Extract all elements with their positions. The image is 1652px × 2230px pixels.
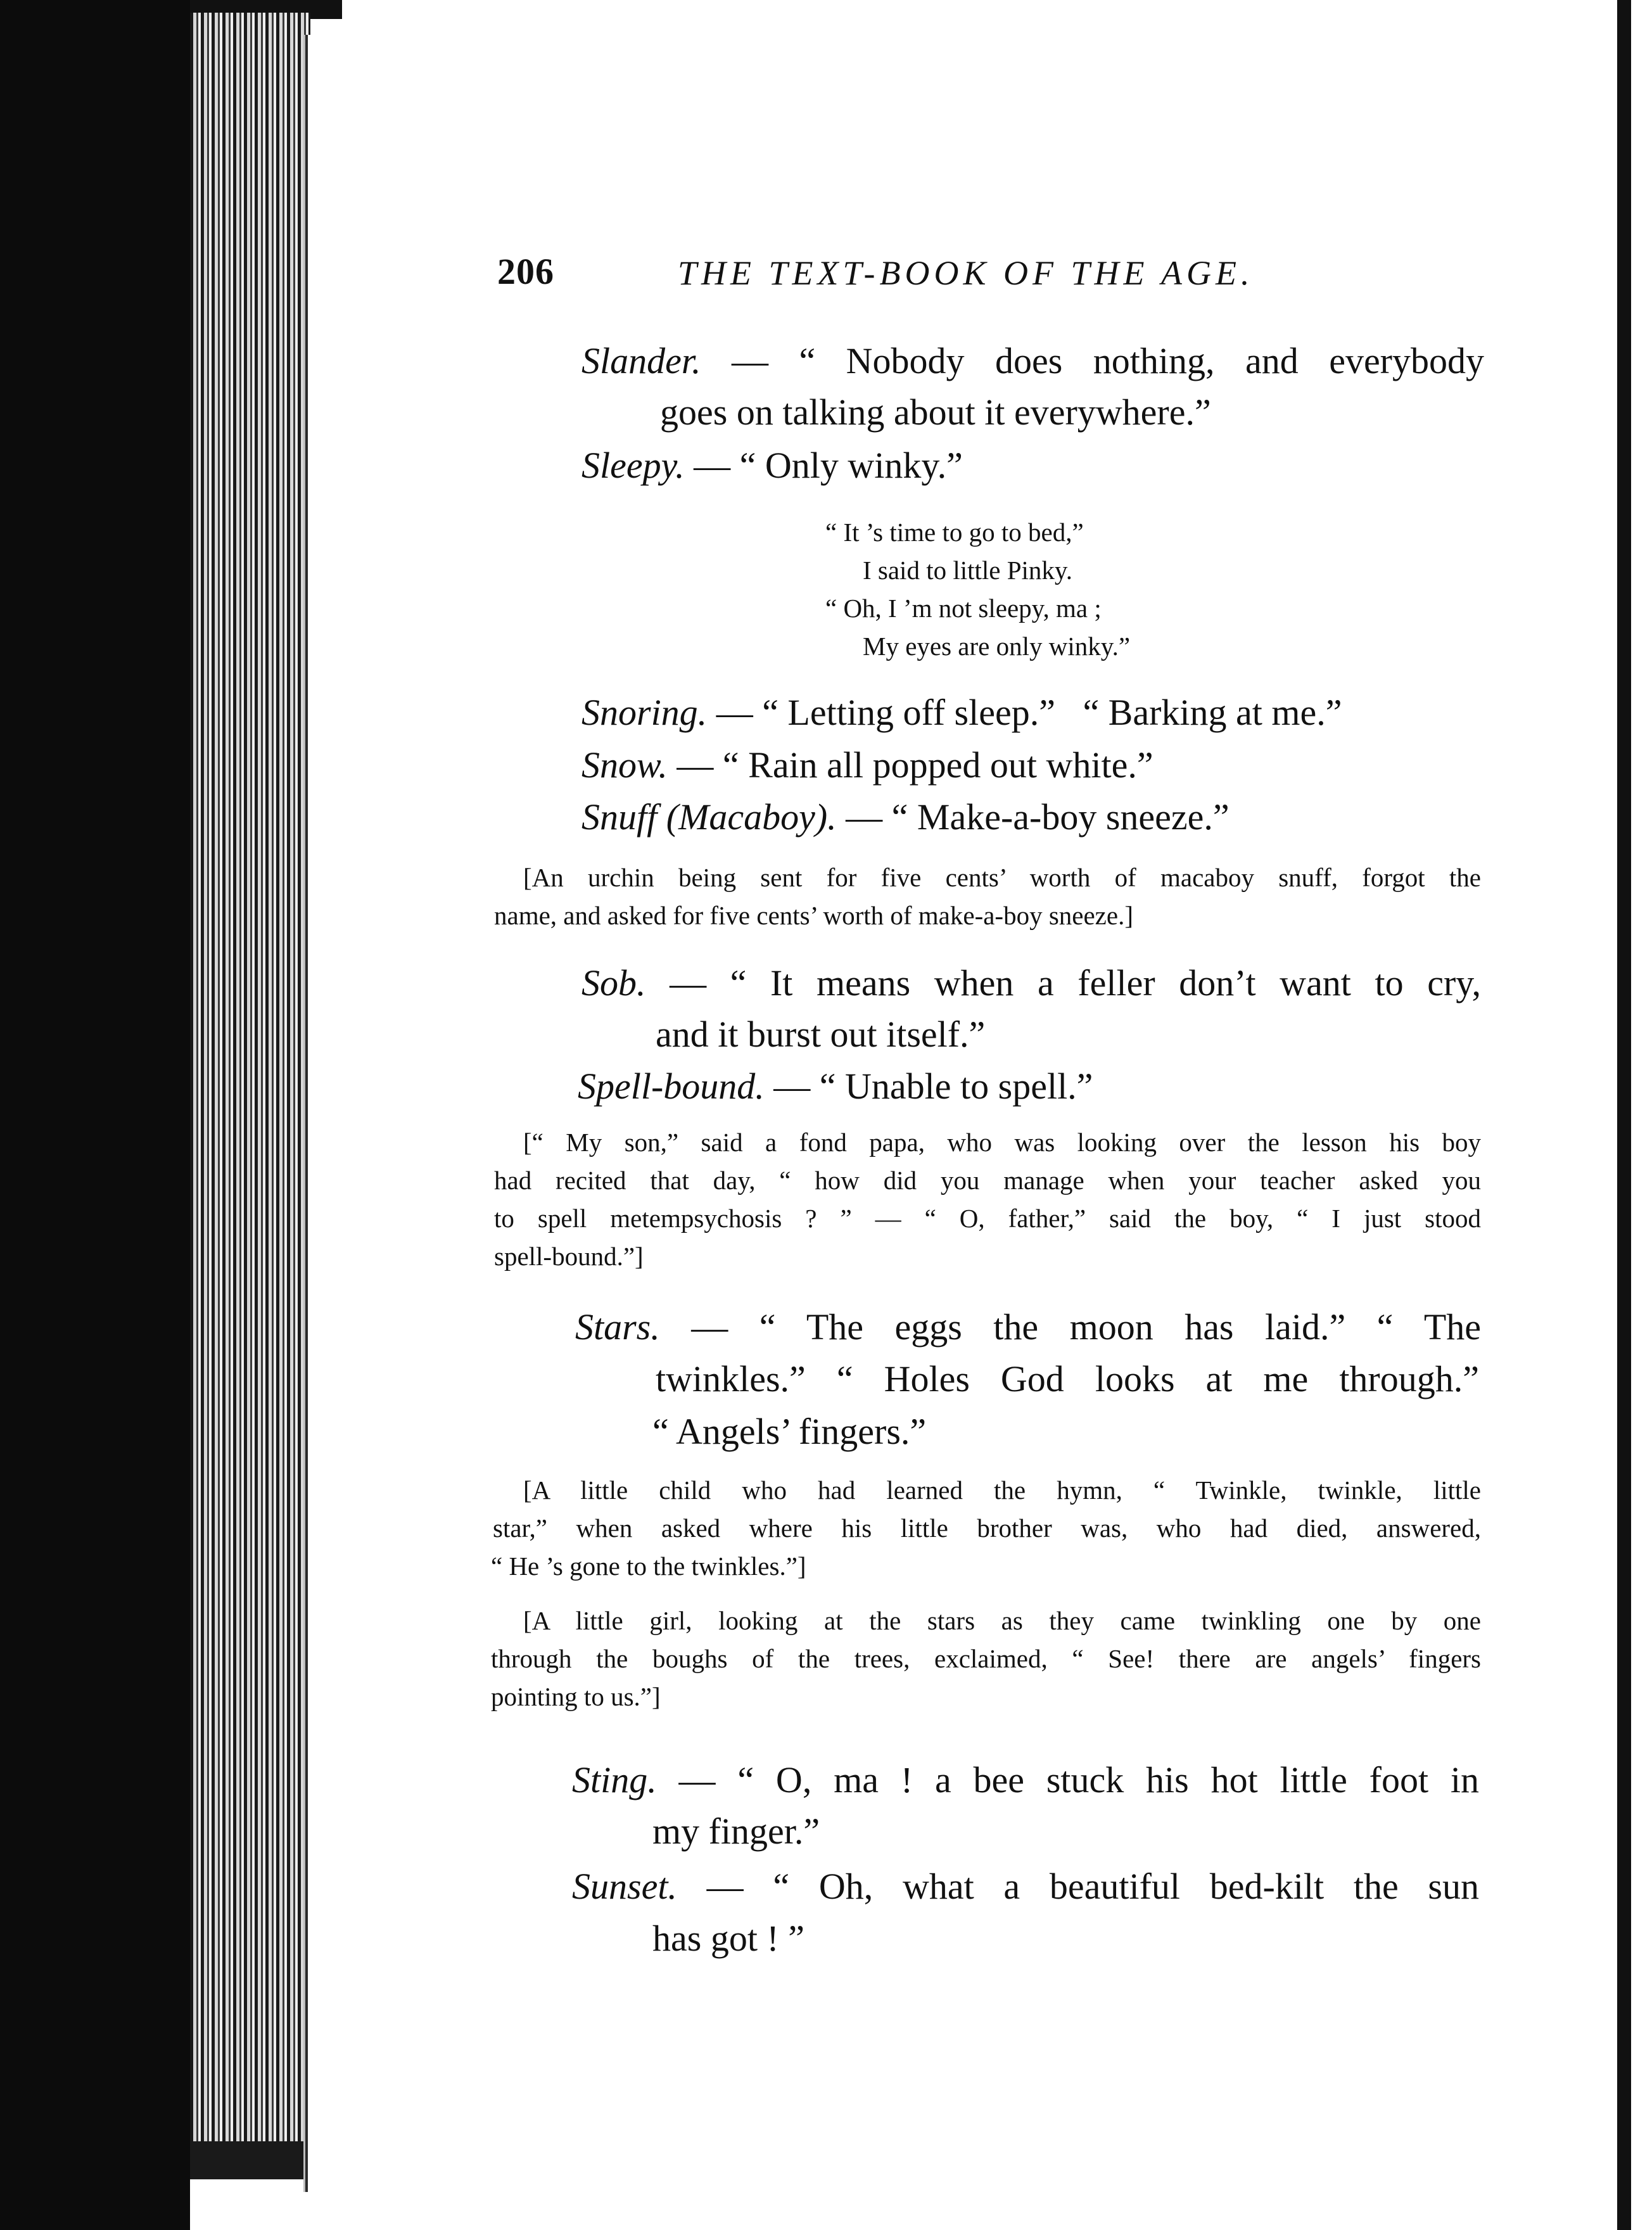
note-line: pointing to us.”]	[491, 1682, 661, 1711]
verse-line: I said to little Pinky.	[863, 556, 1073, 585]
note-line: [An urchin being sent for five cents’ worth of macaboy snuff, forgot the	[523, 863, 1481, 892]
entry-term: Spell-bound.	[578, 1066, 765, 1107]
running-title: THE TEXT-BOOK OF THE AGE.	[678, 254, 1254, 292]
entry-definition: — “ Nobody does nothing, and everybody	[701, 340, 1484, 381]
entry-slander-cont: goes on talking about it everywhere.”	[660, 392, 1211, 433]
note-line: name, and asked for five cents’ worth of make-a-boy sneeze.]	[494, 901, 1133, 930]
entry-term: Sleepy.	[581, 445, 685, 486]
entry-definition: — “ Oh, what a beautiful bed-kilt the sun	[677, 1866, 1479, 1907]
note-line: spell-bound.”]	[494, 1242, 644, 1271]
page-number: 206	[497, 251, 554, 292]
entry-sting-cont: my finger.”	[652, 1811, 820, 1852]
entry-definition: — “ The eggs the moon has laid.” “ The	[659, 1306, 1481, 1348]
verse-line: “ Oh, I ’m not sleepy, ma ;	[825, 594, 1102, 623]
entry-snuff	[581, 795, 1229, 839]
book-spine-shadow	[0, 0, 190, 2230]
entry-sunset-cont: has got ! ”	[652, 1918, 804, 1959]
facing-page-edge	[1612, 0, 1652, 2230]
entry-snoring	[581, 691, 1342, 735]
note-line: “ He ’s gone to the twinkles.”]	[491, 1551, 806, 1581]
note-line: had recited that day, “ how did you manage when your teacher asked you	[494, 1166, 1481, 1195]
entry-spell-bound	[578, 1064, 1093, 1109]
entry-definition: — “ Letting off sleep.” “ Barking at me.”	[707, 692, 1342, 733]
note-line: [A little child who had learned the hymn, “ Twinkle, twinkle, little	[523, 1475, 1481, 1505]
entry-slander	[581, 339, 1484, 383]
entry-definition: — “ It means when a feller don’t want to cry,	[645, 962, 1481, 1004]
verse-line: My eyes are only winky.”	[863, 632, 1131, 661]
page-edges-bottom	[190, 2141, 317, 2179]
entry-term: Snoring.	[581, 692, 708, 733]
entry-term: Slander.	[581, 340, 701, 381]
entry-sleepy	[581, 443, 963, 488]
note-line: star,” when asked where his little brother was, who had died, answered,	[493, 1513, 1481, 1543]
entry-sunset	[572, 1864, 1479, 1909]
entry-term: Snuff (Macaboy).	[581, 796, 837, 838]
note-line: [A little girl, looking at the stars as they came twinkling one by one	[523, 1606, 1481, 1635]
entry-term: Snow.	[581, 744, 668, 786]
entry-sob	[581, 961, 1481, 1005]
entry-definition: — “ Make-a-boy sneeze.”	[836, 796, 1229, 838]
entry-stars-cont: twinkles.” “ Holes God looks at me through.”	[656, 1358, 1479, 1399]
entry-sting	[572, 1758, 1479, 1802]
entry-stars	[575, 1305, 1481, 1349]
entry-definition: — “ Only winky.”	[684, 445, 963, 486]
entry-definition: — “ O, ma ! a bee stuck his hot little foot in	[656, 1759, 1479, 1800]
entry-term: Stars.	[575, 1306, 660, 1348]
note-line: to spell metempsychosis ? ” — “ O, father,” said the boy, “ I just stood	[494, 1204, 1481, 1233]
note-line: [“ My son,” said a fond papa, who was looking over the lesson his boy	[523, 1128, 1481, 1157]
entry-sob-cont: and it burst out itself.”	[656, 1014, 986, 1055]
entry-stars-cont: “ Angels’ fingers.”	[652, 1411, 927, 1452]
entry-definition: — “ Rain all popped out white.”	[667, 744, 1153, 786]
entry-definition: — “ Unable to spell.”	[764, 1066, 1093, 1107]
entry-term: Sunset.	[572, 1866, 677, 1907]
entry-snow	[581, 743, 1153, 787]
entry-term: Sting.	[572, 1759, 657, 1800]
note-line: through the boughs of the trees, exclaimed, “ See! there are angels’ fingers	[491, 1644, 1481, 1673]
page-edges	[190, 13, 310, 2173]
entry-term: Sob.	[581, 962, 646, 1004]
verse-line: “ It ’s time to go to bed,”	[825, 518, 1084, 547]
